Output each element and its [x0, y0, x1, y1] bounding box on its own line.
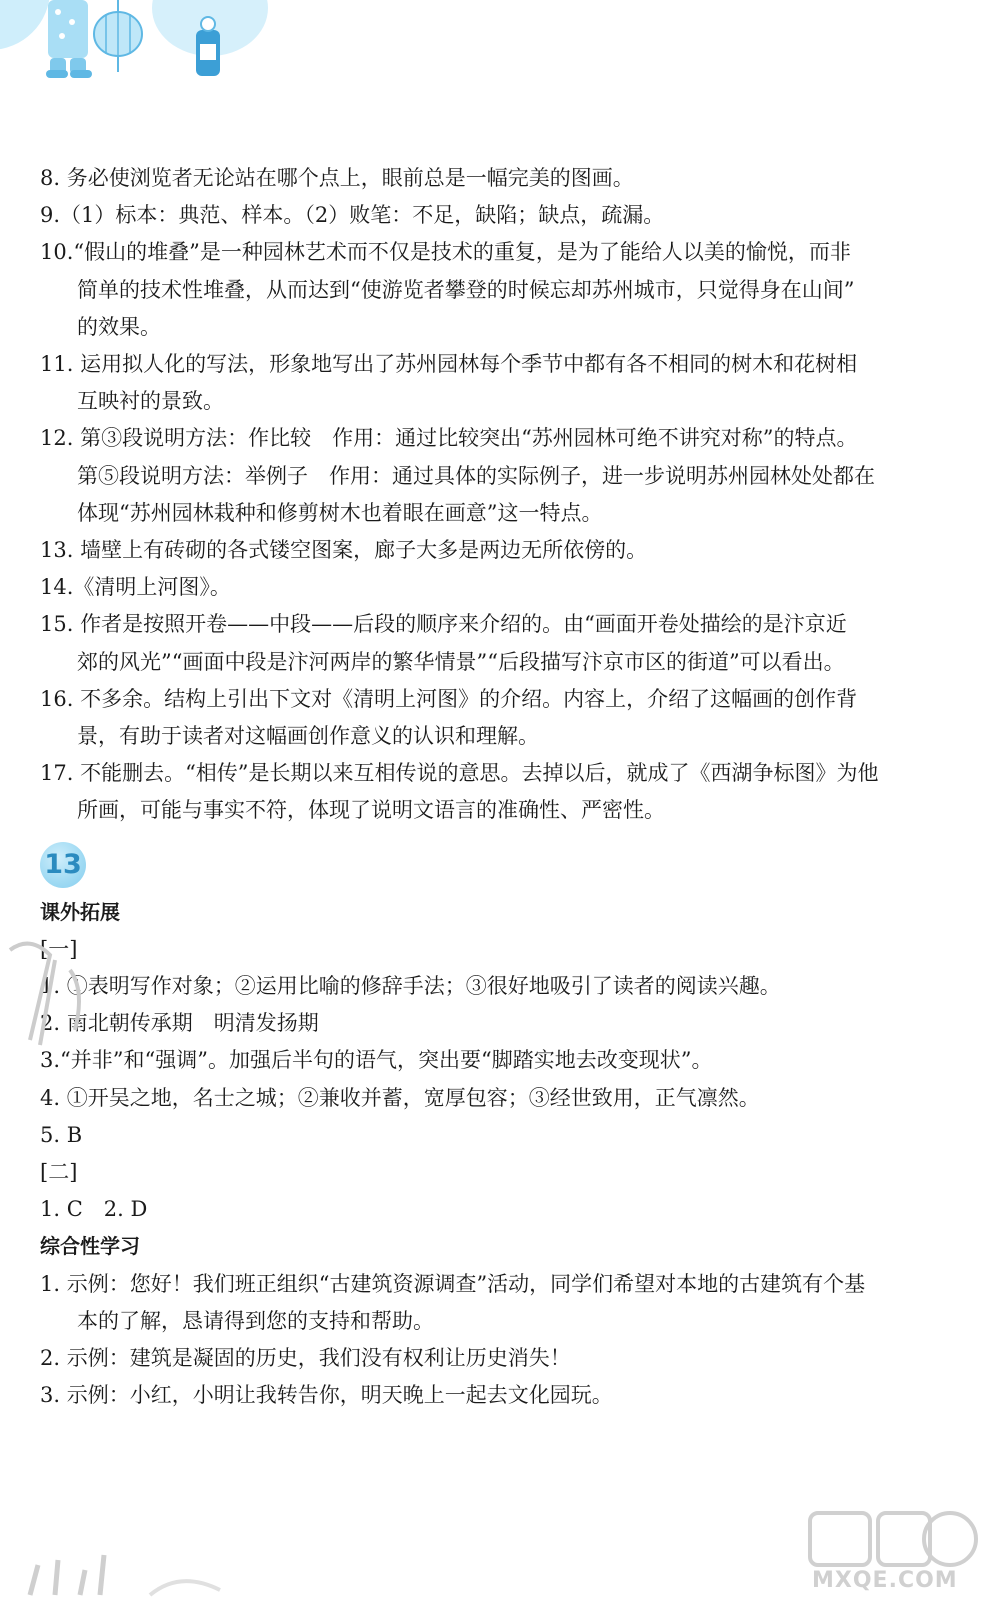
bottom-decoration-icon [0, 1545, 260, 1600]
answer-line: 郊的风光”“画面中段是汴河两岸的繁华情景”“后段描写汴京市区的街道”可以看出。 [77, 649, 845, 674]
section-title-comprehensive: 综合性学习 [40, 1234, 140, 1259]
answer-line: 11. 运用拟人化的写法，形象地写出了苏州园林每个季节中都有各不相同的树木和花树相 [40, 352, 858, 377]
answer-line: 1. C 2. D [40, 1197, 148, 1222]
answer-line: 2. 南北朝传承期 明清发扬期 [40, 1011, 319, 1036]
answer-line: 15. 作者是按照开卷——中段——后段的顺序来介绍的。由“画面开卷处描绘的是汴京近 [40, 612, 847, 637]
section-title-extension: 课外拓展 [40, 899, 120, 924]
watermark-text: MXQE.COM [812, 1568, 958, 1593]
lesson-number-row [40, 834, 970, 894]
answer-content [40, 160, 970, 1415]
subsection-label: [一] [40, 936, 78, 961]
answer-line: 9.（1）标本：典范、样本。（2）败笔：不足，缺陷；缺点，疏漏。 [40, 203, 665, 228]
answer-line: 本的了解，恳请得到您的支持和帮助。 [77, 1308, 434, 1333]
answer-line: 16. 不多余。结构上引出下文对《清明上河图》的介绍。内容上，介绍了这幅画的创作背 [40, 686, 858, 711]
answer-line: 3.“并非”和“强调”。加强后半句的语气，突出要“脚踏实地去改变现状”。 [40, 1048, 713, 1073]
answers-part1 [40, 160, 970, 830]
subsection-label: [二] [40, 1160, 78, 1185]
answer-line: 第⑤段说明方法：举例子 作用：通过具体的实际例子，进一步说明苏州园林处处都在 [77, 463, 875, 488]
header-illustration [0, 0, 300, 90]
answer-line: 2. 示例：建筑是凝固的历史，我们没有权利让历史消失！ [40, 1346, 571, 1371]
answer-line: 的效果。 [77, 314, 161, 339]
answer-line: 17. 不能删去。“相传”是长期以来互相传说的意思。去掉以后，就成了《西湖争标图》为他 [40, 761, 879, 786]
answer-line: 5. B [40, 1122, 83, 1147]
answers-part2 [40, 968, 970, 1154]
answer-line: 13. 墙壁上有砖砌的各式镂空图案，廊子大多是两边无所依傍的。 [40, 538, 648, 563]
lesson-number-badge: 13 [40, 842, 86, 888]
answer-line: 体现“苏州园林栽种和修剪树木也着眼在画意”这一特点。 [77, 500, 603, 525]
watermark-left-icon [0, 930, 100, 1060]
answer-line: 10.“假山的堆叠”是一种园林艺术而不仅是技术的重复，是为了能给人以美的愉悦，而非 [40, 240, 851, 265]
answer-line: 简单的技术性堆叠，从而达到“使游览者攀登的时候忘却苏州城市，只觉得身在山间” [77, 277, 855, 302]
answer-line: 12. 第③段说明方法：作比较 作用：通过比较突出“苏州园林可绝不讲究对称”的特点。 [40, 426, 858, 451]
answer-line: 所画，可能与事实不符，体现了说明文语言的准确性、严密性。 [77, 798, 665, 823]
answer-line: 3. 示例：小红，小明让我转告你，明天晚上一起去文化园玩。 [40, 1383, 613, 1408]
answer-line: 互映衬的景致。 [77, 389, 224, 414]
answer-line: 景，有助于读者对这幅画创作意义的认识和理解。 [77, 724, 539, 749]
answer-line: 4. ①开吴之地，名士之城；②兼收并蓄，宽厚包容；③经世致用，正气凛然。 [40, 1085, 760, 1110]
answer-line: 8. 务必使浏览者无论站在哪个点上，眼前总是一幅完美的图画。 [40, 166, 634, 190]
answer-line: 1. ①表明写作对象；②运用比喻的修辞手法；③很好地吸引了读者的阅读兴趣。 [40, 974, 781, 999]
answer-line: 14.《清明上河图》。 [40, 575, 231, 600]
answers-part4 [40, 1266, 970, 1415]
figure-body [48, 0, 88, 58]
answer-line: 1. 示例：您好！我们班正组织“古建筑资源调查”活动，同学们希望对本地的古建筑有个基 [40, 1271, 866, 1296]
